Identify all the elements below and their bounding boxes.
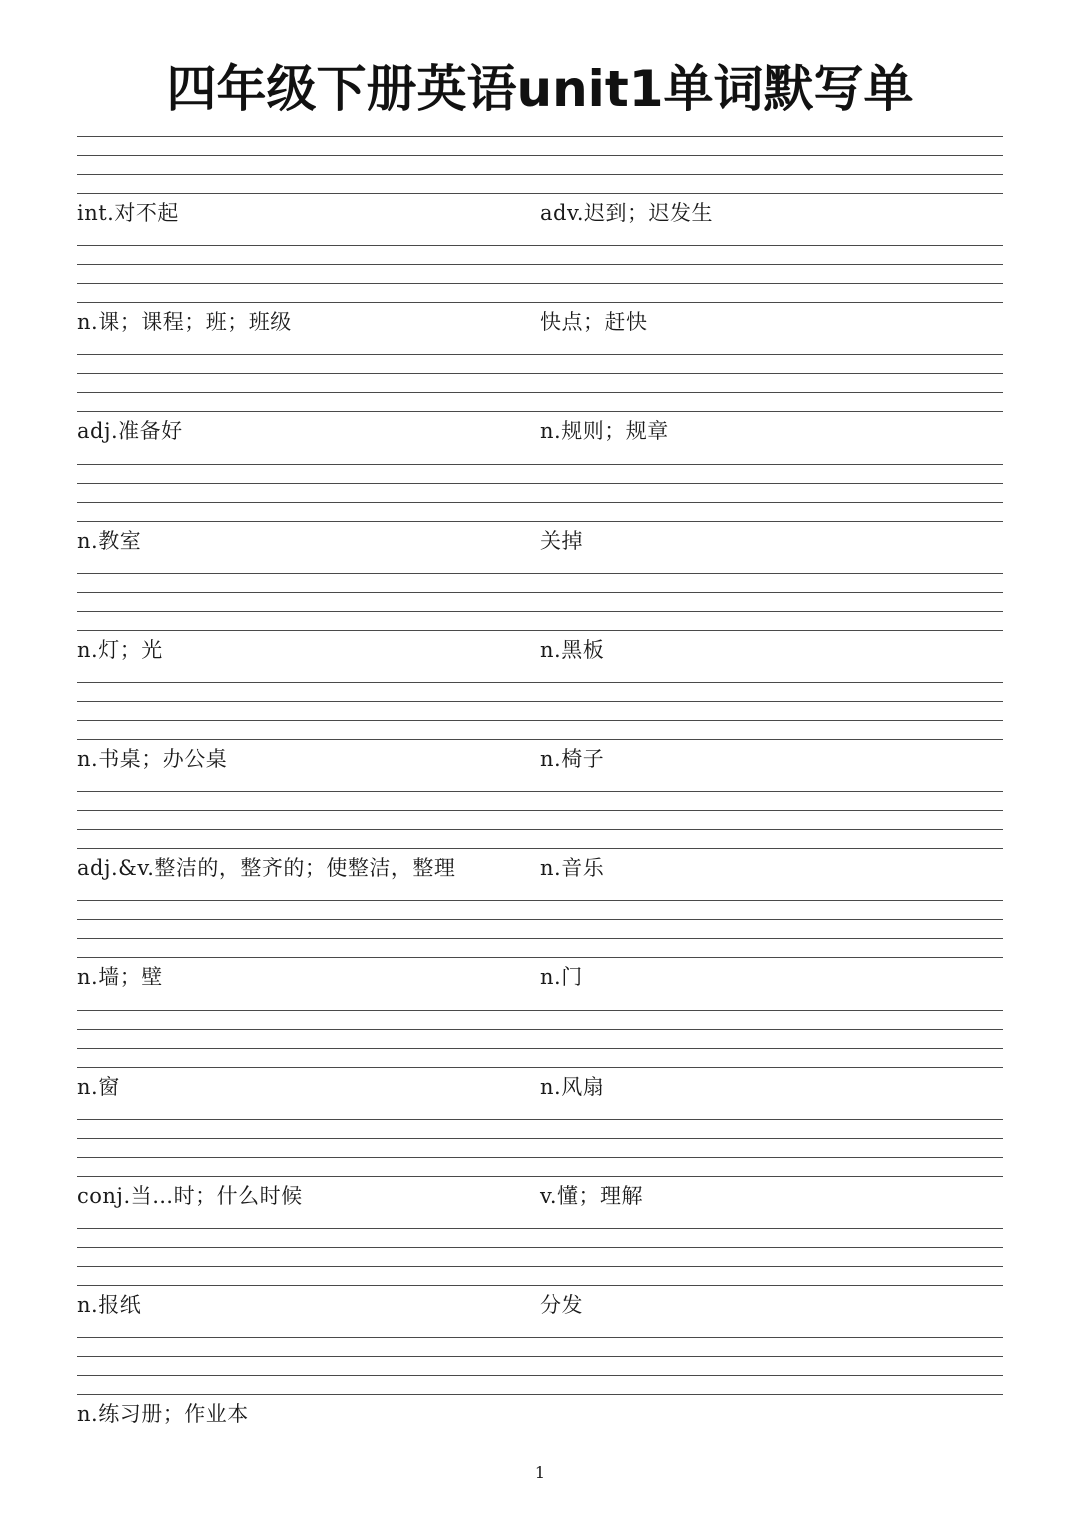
writing-line [77,739,1003,740]
word-cue-right: n.风扇 [540,1074,605,1099]
writing-line [77,957,1003,958]
writing-line [77,1119,1003,1120]
writing-line [77,630,1003,631]
word-row-10 [77,1119,1003,1228]
word-cue-right: n.椅子 [540,746,605,771]
writing-line [77,938,1003,939]
dictation-list [77,136,1003,1446]
writing-line [77,193,1003,194]
word-row-11 [77,1228,1003,1337]
word-cue-left: n.窗 [77,1074,120,1099]
writing-line [77,848,1003,849]
writing-line [77,1375,1003,1376]
writing-line [77,354,1003,355]
writing-line [77,1285,1003,1286]
word-cue-right: n.音乐 [540,856,605,881]
writing-line [77,302,1003,303]
word-row-5 [77,573,1003,682]
word-row-4 [77,464,1003,573]
word-cue-left: n.课；课程；班；班级 [77,310,292,335]
word-cue-right: 快点；赶快 [540,310,648,335]
word-cue-left: adj.准备好 [77,419,183,444]
writing-line [77,720,1003,721]
writing-line [77,1356,1003,1357]
writing-line [77,810,1003,811]
writing-line [77,245,1003,246]
writing-line [77,1010,1003,1011]
writing-line [77,682,1003,683]
word-cue-right: v.懂；理解 [540,1183,644,1208]
writing-line [77,592,1003,593]
writing-line [77,900,1003,901]
word-row-2 [77,245,1003,354]
writing-line [77,573,1003,574]
writing-line [77,1067,1003,1068]
writing-line [77,1228,1003,1229]
writing-line [77,155,1003,156]
word-cue-right: n.门 [540,965,583,990]
word-cue-right: adv.迟到；迟发生 [540,201,714,225]
writing-line [77,411,1003,412]
writing-line [77,521,1003,522]
writing-line [77,919,1003,920]
word-cue-left: int.对不起 [77,201,179,225]
writing-line [77,502,1003,503]
writing-line [77,464,1003,465]
writing-line [77,1394,1003,1395]
word-cue-left: conj.当…时；什么时候 [77,1183,303,1208]
writing-line [77,1266,1003,1267]
writing-line [77,1337,1003,1338]
word-row-7 [77,791,1003,900]
writing-line [77,264,1003,265]
word-row-12 [77,1337,1003,1446]
word-cue-left: adj.&v.整洁的，整齐的；使整洁，整理 [77,856,456,881]
writing-line [77,1176,1003,1177]
word-cue-left: n.教室 [77,528,142,553]
word-row-9 [77,1010,1003,1119]
word-cue-left: n.练习册；作业本 [77,1402,249,1427]
word-row-3 [77,354,1003,463]
word-cue-left: n.灯；光 [77,637,163,662]
writing-line [77,1138,1003,1139]
writing-line [77,136,1003,137]
writing-line [77,611,1003,612]
writing-line [77,174,1003,175]
word-cue-left: n.报纸 [77,1292,142,1317]
writing-line [77,1048,1003,1049]
writing-line [77,283,1003,284]
page-title: 四年级下册英语unit1单词默写单 [166,60,914,118]
word-cue-right: n.规则；规章 [540,419,669,444]
word-cue-left: n.墙；壁 [77,965,163,990]
word-row-8 [77,900,1003,1009]
writing-line [77,373,1003,374]
word-cue-left: n.书桌；办公桌 [77,746,228,771]
word-row-6 [77,682,1003,791]
word-cue-right: n.黑板 [540,637,605,662]
word-cue-right: 关掉 [540,528,583,553]
writing-line [77,1029,1003,1030]
word-cue-right: 分发 [540,1292,583,1317]
writing-line [77,392,1003,393]
writing-line [77,791,1003,792]
writing-line [77,483,1003,484]
writing-line [77,1157,1003,1158]
writing-line [77,829,1003,830]
word-row-1 [77,136,1003,245]
writing-line [77,1247,1003,1248]
writing-line [77,701,1003,702]
page-number: 1 [534,1463,546,1482]
